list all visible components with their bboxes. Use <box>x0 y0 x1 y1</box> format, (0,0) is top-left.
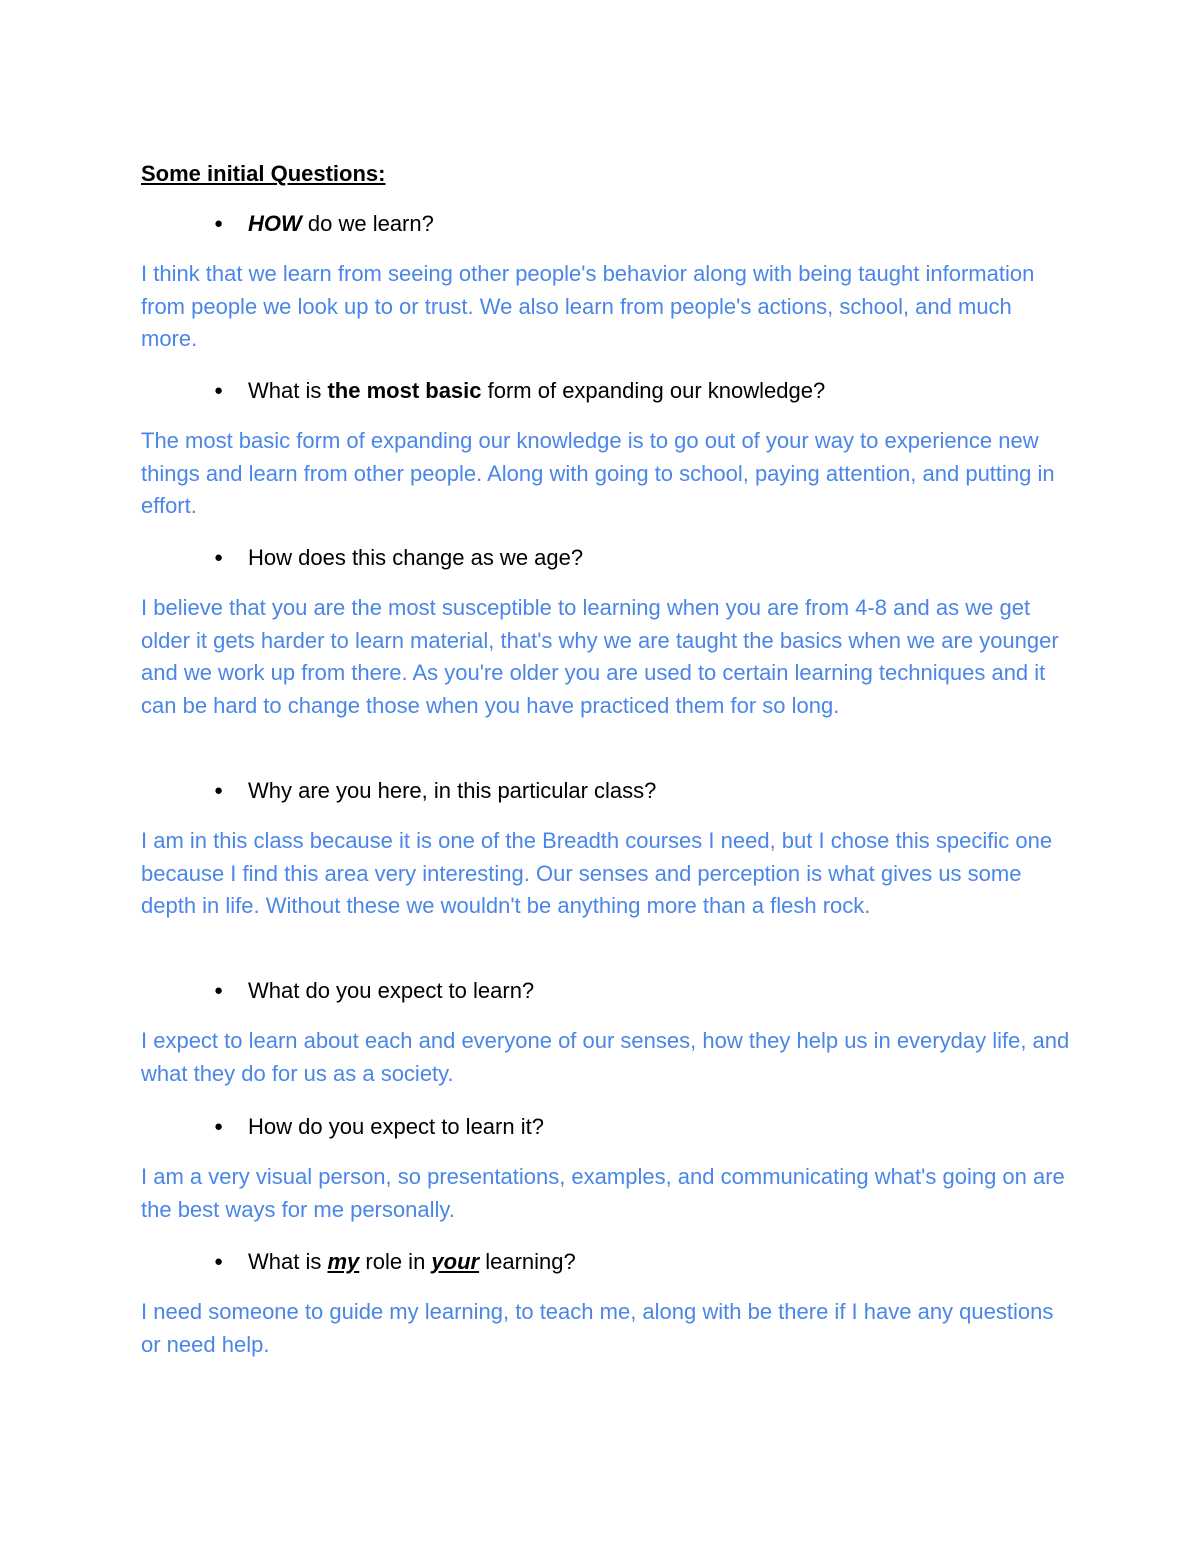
bullet-icon: ● <box>214 382 224 399</box>
bullet-icon: ● <box>214 1118 224 1135</box>
bullet-icon: ● <box>214 1253 224 1270</box>
question-text: Why are you here, in this particular class? <box>248 778 657 803</box>
question-item <box>141 1246 576 1278</box>
question-text: How does this change as we age? <box>248 545 584 570</box>
question-text: What do you expect to learn? <box>248 978 535 1003</box>
question-text: role in <box>359 1249 432 1274</box>
question-text: my <box>327 1249 360 1274</box>
answer-text: I need someone to guide my learning, to teach me, along with be there if I have any questions or need help. <box>141 1299 1054 1357</box>
answer-text: I am a very visual person, so presentations, examples, and communicating what's going on are the best ways for me personally. <box>141 1164 1065 1222</box>
question-text: your <box>431 1249 480 1274</box>
answer-text: I believe that you are the most susceptible to learning when you are from 4-8 and as we get older it gets harder to learn material, that's why we are taught the basics when we are younger and we work up from there. As you're older you are used to certain learning techniques and it can be hard to change those when you have practiced them for so long. <box>141 595 1059 718</box>
question-item <box>141 975 534 1007</box>
question-item <box>141 542 583 574</box>
question-text: form of expanding our knowledge? <box>481 378 826 403</box>
bullet-icon: ● <box>214 782 224 799</box>
question-item <box>141 375 825 407</box>
bullet-icon: ● <box>214 982 224 999</box>
document-heading: Some initial Questions: <box>141 161 386 186</box>
question-text: How do you expect to learn it? <box>248 1114 544 1139</box>
question-item <box>141 208 434 240</box>
question-item <box>141 775 656 807</box>
question-item <box>141 1111 544 1143</box>
answer-text: I think that we learn from seeing other people's behavior along with being taught information from people we look up to or trust. We also learn from people's actions, school, and much more. <box>141 261 1035 352</box>
answer-text: I expect to learn about each and everyone of our senses, how they help us in everyday life, and what they do for us as a society. <box>141 1028 1070 1086</box>
document-body <box>141 158 1071 1357</box>
answer-text: The most basic form of expanding our knowledge is to go out of your way to experience new things and learn from other people. Along with going to school, paying attention, and putting in effort. <box>141 428 1055 519</box>
question-text: the most basic <box>327 378 482 403</box>
question-text: do we learn? <box>301 211 434 236</box>
bullet-icon: ● <box>214 549 224 566</box>
bullet-icon: ● <box>214 215 224 232</box>
question-text: What is <box>248 1249 328 1274</box>
question-text: What is <box>248 378 328 403</box>
question-text: learning? <box>479 1249 576 1274</box>
question-text: HOW <box>248 211 302 236</box>
answer-text: I am in this class because it is one of the Breadth courses I need, but I chose this specific one because I find this area very interesting. Our senses and perception is what gives us some depth in life. Without these we wouldn't be anything more than a flesh rock. <box>141 828 1053 919</box>
